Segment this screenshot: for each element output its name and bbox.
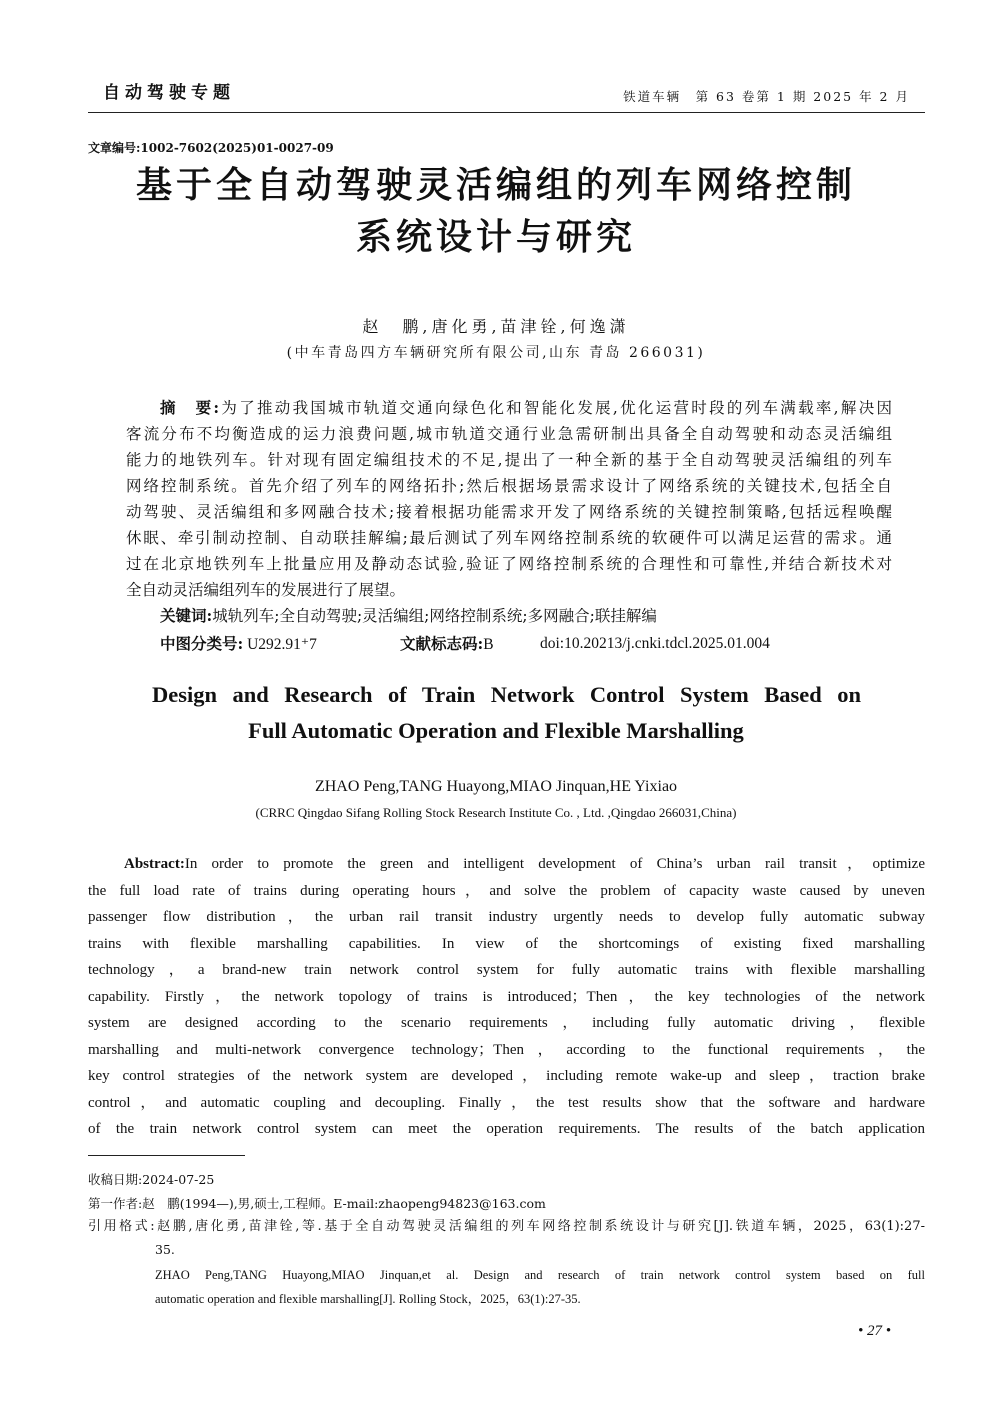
citation-en-line-1: ZHAO Peng,TANG Huayong,MIAO Jinquan,et al. Design and research of train network control system based on full [155, 1268, 925, 1282]
classification-line [160, 631, 892, 657]
document-code-label: 文献标志码: [400, 634, 484, 653]
keywords-cn [160, 603, 892, 629]
first-author-note: 第一作者:赵 鹏(1994—),男,硕士,工程师。E-mail:zhaopeng94823@163.com [88, 1196, 546, 1211]
abstract-cn [126, 395, 892, 603]
abstract-cn-line: 客流分布不均衡造成的运力浪费问题,城市轨道交通行业急需研制出具备全自动驾驶和动态灵活编组 [126, 425, 892, 443]
affiliation-cn: (中车青岛四方车辆研究所有限公司,山东 青岛 266031) [286, 345, 706, 361]
abstract-cn-line: 网络控制系统。首先介绍了列车的网络拓扑;然后根据场景需求设计了网络系统的关键技术,包括全自 [126, 477, 892, 495]
citation-en-line-2: automatic operation and flexible marshalling[J]. Rolling Stock，2025，63(1):27-35. [155, 1292, 581, 1306]
abstract-cn-line: 过在北京地铁列车上批量应用及静动态试验,验证了网络控制系统的合理性和可靠性,并结合新技术对 [126, 555, 892, 573]
keywords-cn-text: 城轨列车;全自动驾驶;灵活编组;网络控制系统;多网融合;联挂解编 [212, 607, 657, 625]
title-cn-line-2: 系统设计与研究 [355, 216, 636, 258]
abstract-en-line: trains with flexible marshalling capabilities. In view of the shortcomings of existing fixed marshalling [88, 935, 925, 952]
abstract-en-line: key control strategies of the network system are developed，including remote wake-up and sleep，traction brake [88, 1068, 925, 1084]
abstract-cn-line [160, 395, 892, 421]
received-date: 收稿日期:2024-07-25 [88, 1172, 215, 1187]
abstract-en-line: the full load rate of trains during operating hours，and solve the problem of capacity waste caused by uneven [88, 882, 925, 899]
authors-cn: 赵 鹏,唐化勇,苗津铨,何逸潇 [362, 317, 630, 336]
abstract-en-line: passenger flow distribution，the urban rail transit industry urgently needs to develop fully automatic subway [88, 909, 925, 925]
abstract-en-line: marshalling and multi-network convergence technology；Then，according to the functional requirements，the [88, 1041, 925, 1058]
header-rule [88, 112, 925, 113]
running-header-journal-info: 铁道车辆 第 63 卷第 1 期 2025 年 2 月 [623, 89, 910, 104]
abstract-en-line: technology，a brand-new train network control system for fully automatic trains with flexible marshalling [88, 962, 925, 978]
affiliation-en: (CRRC Qingdao Sifang Rolling Stock Research Institute Co. , Ltd. ,Qingdao 266031,China) [255, 805, 737, 820]
title-cn-line-1: 基于全自动驾驶灵活编组的列车网络控制 [135, 164, 856, 206]
article-number: 文章编号:1002-7602(2025)01-0027-09 [88, 141, 334, 155]
clc-number [160, 631, 317, 658]
abstract-cn-line: 休眠、牵引制动控制、自动联挂解编;最后测试了列车网络控制系统的软硬件可以满足运营的需求。通 [126, 529, 892, 547]
abstract-cn-line: 动驾驶、灵活编组和多网融合技术;接着根据功能需求开发了网络系统的关键控制策略,包括远程唤醒 [126, 503, 892, 521]
abstract-en-text: In order to promote the green and intelligent development of China’s urban rail transit，optimize [184, 856, 925, 872]
citation-cn-line-2: 35. [155, 1242, 175, 1257]
abstract-cn-line: 能力的地铁列车。针对现有固定编组技术的不足,提出了一种全新的基于全自动驾驶灵活编组的列车 [126, 451, 892, 469]
page-number: • 27 • [858, 1323, 892, 1339]
running-header-section: 自动驾驶专题 [103, 83, 235, 103]
citation-cn-line-1: 引用格式:赵鹏,唐化勇,苗津铨,等.基于全自动驾驶灵活编组的列车网络控制系统设计与研究[J].铁道车辆，2025，63(1):27- [88, 1219, 925, 1234]
title-en-line-1: Design and Research of Train Network Control System Based on [152, 682, 861, 707]
abstract-en [88, 851, 925, 1143]
doi: doi:10.20213/j.cnki.tdcl.2025.01.004 [540, 635, 770, 652]
abstract-en-line [124, 851, 925, 878]
abstract-en-line: system are designed according to the scenario requirements，including fully automatic driving，flexible [88, 1015, 925, 1031]
abstract-en-line: of the train network control system can meet the operation requirements. The results of the batch application [88, 1121, 925, 1137]
abstract-cn-line: 全自动灵活编组列车的发展进行了展望。 [126, 581, 406, 599]
clc-label: 中图分类号: [160, 634, 244, 653]
clc-value: U292.91⁺7 [243, 636, 317, 653]
authors-en: ZHAO Peng,TANG Huayong,MIAO Jinquan,HE Yixiao [314, 778, 678, 795]
abstract-cn-label: 摘 要: [160, 398, 220, 417]
title-en-line-2: Full Automatic Operation and Flexible Marshalling [248, 718, 744, 743]
abstract-cn-text: 为了推动我国城市轨道交通向绿色化和智能化发展,优化运营时段的列车满载率,解决因 [219, 399, 892, 417]
footnote-rule [88, 1155, 245, 1156]
document-code [400, 631, 494, 658]
abstract-en-label: Abstract: [124, 856, 185, 872]
document-code-value: B [483, 636, 494, 653]
abstract-en-line: control，and automatic coupling and decoupling. Finally，the test results show that the software and hardware [88, 1094, 925, 1111]
keywords-cn-label: 关键词: [160, 606, 213, 625]
abstract-en-line: capability. Firstly，the network topology of trains is introduced；Then，the key technologies of the network [88, 988, 925, 1005]
